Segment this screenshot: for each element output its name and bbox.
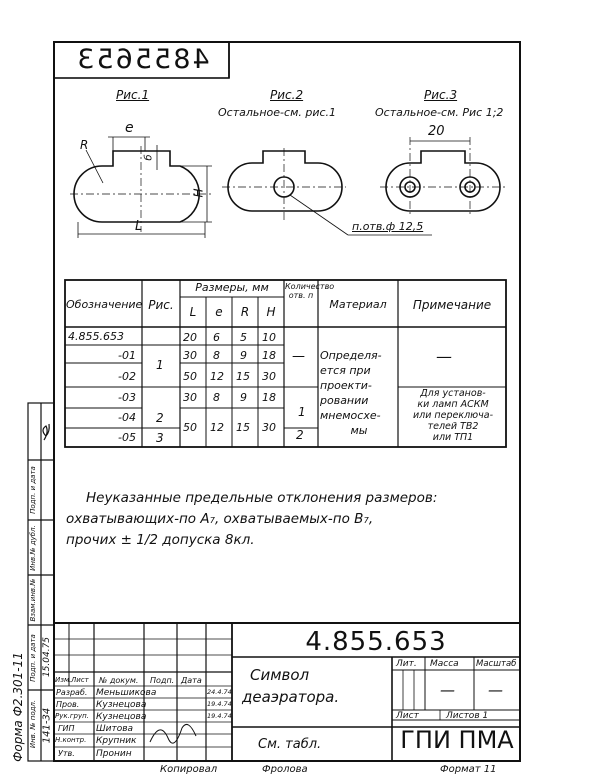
size-L-0: 20 — [183, 331, 197, 344]
role-date: 24.4.74 — [207, 688, 232, 696]
size-H-1: 18 — [262, 349, 276, 362]
note-line: телей ТВ2 — [427, 421, 479, 432]
role-name: Пронин — [96, 749, 132, 759]
title-lit-label: Лит. — [396, 659, 417, 669]
fig-value-3: 3 — [156, 431, 164, 445]
size-L-1: 30 — [183, 349, 197, 362]
role-name: Кузнецова — [96, 700, 147, 710]
title-material: См. табл. — [258, 737, 322, 752]
footer-copier: Фролова — [262, 764, 308, 775]
col-header-e: е — [215, 305, 223, 319]
footer-format: Формат 11 — [440, 764, 497, 775]
role-date: 19.4.74 — [207, 700, 232, 708]
role-name: Кузнецова — [96, 712, 147, 722]
footer-copied-label: Копировал — [160, 764, 218, 775]
dim-label-H: Н — [191, 188, 206, 198]
material-line: ется при — [320, 364, 371, 377]
title-line-2: деаэратора. — [242, 688, 340, 706]
material-text — [320, 348, 398, 438]
figure-3-note: Остальное-см. Рис 1;2 — [375, 106, 504, 119]
side-form-label: Форма Ф2.301-11 — [11, 652, 25, 762]
col-header-fig: Рис. — [148, 298, 174, 312]
title-doc-number: 4.855.653 — [305, 627, 447, 657]
qty-value-2: 2 — [296, 428, 304, 442]
row-designation-5: -05 — [118, 431, 136, 444]
size-H-3: 18 — [262, 391, 276, 404]
col-header-qty: Количество отв. п — [285, 282, 335, 300]
rev-header-date: Дата — [181, 676, 202, 685]
material-line: мы — [350, 424, 368, 437]
size-L-2: 50 — [183, 370, 197, 383]
col-header-H: Н — [266, 305, 276, 319]
side-sign-date-2: Подп. и дата — [29, 466, 37, 514]
role-label: Н.контр. — [55, 736, 87, 744]
col-header-note: Примечание — [412, 298, 492, 312]
fig-value-2: 2 — [156, 411, 164, 425]
side-signature — [43, 424, 49, 440]
qty-value-dash: — — [292, 349, 305, 364]
col-header-L: L — [189, 305, 197, 319]
dim-label-20: 20 — [428, 124, 445, 139]
role-label: Рук.груп. — [55, 712, 89, 720]
tolerance-line-3: прочих ± 1/2 допуска 8кл. — [66, 532, 255, 548]
tolerance-note — [66, 488, 437, 551]
note-line: или ТП1 — [432, 432, 474, 443]
note-line: ки ламп АСКМ — [417, 399, 489, 410]
title-mass-dash: — — [440, 681, 455, 699]
size-R-3: 9 — [240, 391, 247, 404]
mirrored-doc-number: 4855653 — [75, 44, 210, 75]
size-R-0: 5 — [240, 331, 247, 344]
row-designation-1: -01 — [118, 349, 136, 362]
role-date: 19.4.74 — [207, 712, 232, 720]
note-line: Для установ- — [420, 388, 486, 399]
role-label: ГИП — [58, 724, 75, 733]
tolerance-line-1: Неуказанные предельные отклонения размеров: — [86, 490, 438, 506]
title-scale-label: Масштаб — [476, 659, 517, 669]
size-R-4: 15 — [236, 421, 250, 434]
col-header-sizes: Размеры, мм — [195, 281, 269, 294]
figure-3-title: Рис.3 — [424, 88, 458, 102]
rev-header-docnum: № докум. — [99, 676, 139, 685]
row-designation-0: 4.855.653 — [68, 330, 124, 343]
size-e-1: 8 — [213, 349, 220, 362]
material-line: проекти- — [320, 379, 372, 392]
title-sheets-label: Листов 1 — [446, 711, 489, 721]
side-date-value: 15.04.75 — [42, 636, 52, 678]
note-line: или переключа- — [412, 410, 494, 421]
col-header-designation: Обозначение — [66, 298, 143, 311]
col-header-material: Материал — [329, 298, 387, 311]
rev-header-sheet: Лист — [71, 676, 89, 684]
title-name — [242, 664, 339, 708]
side-inv-dup: Инв.№ дубл. — [29, 525, 37, 571]
row-designation-3: -03 — [118, 391, 136, 404]
figure-2-title: Рис.2 — [270, 88, 304, 102]
material-line: Определя- — [320, 349, 382, 362]
role-name: Крупник — [96, 736, 137, 746]
dim-label-e: е — [125, 120, 134, 136]
title-scale-dash: — — [488, 681, 503, 699]
size-R-1: 9 — [240, 349, 247, 362]
size-e-4: 12 — [210, 421, 224, 434]
role-name: Шитова — [96, 724, 134, 734]
size-e-2: 12 — [210, 370, 224, 383]
col-header-R: R — [240, 305, 250, 319]
figure-1-title: Рис.1 — [116, 88, 150, 102]
size-e-0: 6 — [213, 331, 220, 344]
row-designation-4: -04 — [118, 411, 136, 424]
dim-label-b: б — [143, 154, 155, 161]
title-org: ГПИ ПМА — [400, 726, 514, 754]
title-mass-label: Масса — [430, 659, 459, 669]
size-H-0: 10 — [262, 331, 276, 344]
rev-header-change: Изм. — [55, 676, 72, 684]
note-dash: — — [436, 347, 452, 366]
hole-note: п.отв.ф 12,5 — [352, 220, 424, 233]
title-sheet-label: Лист — [396, 711, 419, 721]
tolerance-line-2: охватывающих-по A₇, охватываемых-по B₇, — [66, 511, 374, 527]
qty-value-1: 1 — [298, 405, 306, 419]
size-H-4: 30 — [262, 421, 276, 434]
size-L-3: 30 — [183, 391, 197, 404]
material-line: ровании — [320, 394, 369, 407]
role-label: Утв. — [58, 749, 75, 758]
size-e-3: 8 — [213, 391, 220, 404]
size-L-4: 50 — [183, 421, 197, 434]
side-inv-orig: Инв. № подл. — [29, 699, 37, 749]
row-designation-2: -02 — [118, 370, 136, 383]
role-label: Пров. — [56, 700, 80, 709]
material-line: мнемосхе- — [320, 409, 381, 422]
size-R-2: 15 — [236, 370, 250, 383]
dim-label-R: R — [80, 138, 89, 152]
size-H-2: 30 — [262, 370, 276, 383]
figure-3-drawing — [380, 137, 508, 215]
title-line-1: Символ — [250, 666, 310, 684]
side-inv-value: 141-34 — [41, 707, 53, 744]
role-name: Меньшикова — [96, 688, 157, 698]
note-text — [401, 388, 505, 443]
fig-value-1: 1 — [156, 358, 164, 372]
side-sign-date: Подп. и дата — [29, 634, 37, 682]
rev-header-sign: Подп. — [150, 676, 175, 685]
side-replace-inv: Взам.инв.№ — [29, 578, 37, 622]
dim-label-L: L — [135, 219, 143, 234]
figure-2-note: Остальное-см. рис.1 — [218, 106, 337, 119]
role-label: Разраб. — [56, 688, 88, 697]
